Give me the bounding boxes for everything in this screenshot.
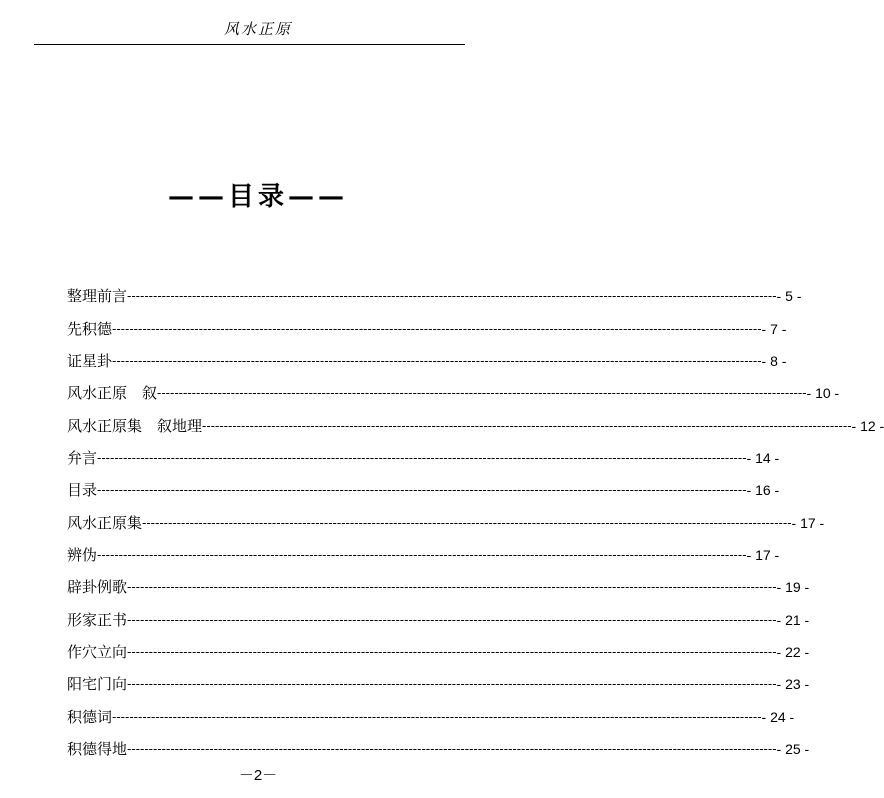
toc-dot-leader: ------------------------------------------------------------------------------------------------------------------------------------------------------ <box>127 580 777 595</box>
toc-entry[interactable] <box>67 700 795 732</box>
toc-entry-title: 证星卦 <box>67 351 113 370</box>
page-number: －2－ <box>238 767 278 784</box>
header-rule <box>34 44 465 45</box>
toc-entry[interactable] <box>67 377 840 409</box>
toc-entry-title: 形家正书 <box>67 610 128 629</box>
toc-entry-title: 辨伪 <box>67 545 98 564</box>
toc-entry-title: 目录 <box>67 481 98 500</box>
toc-dot-leader: ------------------------------------------------------------------------------------------------------------------------------------------------------ <box>127 289 777 304</box>
toc-entry[interactable] <box>67 603 810 635</box>
toc-dot-leader: ------------------------------------------------------------------------------------------------------------------------------------------------------ <box>127 644 777 659</box>
running-header-title: 风水正原 <box>223 20 292 38</box>
toc-entry-page: - 25 - <box>776 740 810 757</box>
toc-entry-title: 阳宅门向 <box>67 675 128 694</box>
toc-entry[interactable] <box>67 280 802 312</box>
toc-entry-title: 风水正原 叙 <box>67 384 158 403</box>
toc-entry-page: - 21 - <box>776 611 810 628</box>
toc-entry-page: - 17 - <box>791 514 825 531</box>
toc-entry-page: - 16 - <box>746 482 780 499</box>
toc-dot-leader: ------------------------------------------------------------------------------------------------------------------------------------------------------ <box>127 677 777 692</box>
toc-entry-title: 积德词 <box>67 707 113 726</box>
toc-entry[interactable] <box>67 409 884 441</box>
toc-entry-title: 风水正原集 叙地理 <box>67 416 203 435</box>
toc-entry-title: 先积德 <box>67 319 113 338</box>
toc-entry-page: - 10 - <box>806 385 840 402</box>
toc-dot-leader: ------------------------------------------------------------------------------------------------------------------------------------------------------ <box>97 450 747 465</box>
toc-dot-leader: ------------------------------------------------------------------------------------------------------------------------------------------------------ <box>142 515 792 530</box>
toc-entry-page: - 14 - <box>746 449 780 466</box>
toc-entry-title: 作穴立向 <box>67 642 128 661</box>
toc-entry[interactable] <box>67 733 810 765</box>
toc-entry-page: - 7 - <box>761 320 787 337</box>
toc-entry[interactable] <box>67 539 780 571</box>
toc-entry[interactable] <box>67 442 780 474</box>
toc-dot-leader: ------------------------------------------------------------------------------------------------------------------------------------------------------ <box>202 418 852 433</box>
toc-entry[interactable] <box>67 312 787 344</box>
toc-entry[interactable] <box>67 636 810 668</box>
toc-entry-title: 弁言 <box>67 448 98 467</box>
toc-entry[interactable] <box>67 571 810 603</box>
toc-entry-page: - 24 - <box>761 708 795 725</box>
toc-dot-leader: ------------------------------------------------------------------------------------------------------------------------------------------------------ <box>127 612 777 627</box>
toc-entry[interactable] <box>67 474 780 506</box>
toc-dot-leader: ------------------------------------------------------------------------------------------------------------------------------------------------------ <box>112 321 762 336</box>
toc-entry-page: - 12 - <box>851 417 884 434</box>
toc-entry-page: - 17 - <box>746 546 780 563</box>
toc-heading: ——目录—— <box>167 182 348 212</box>
toc-dot-leader: ------------------------------------------------------------------------------------------------------------------------------------------------------ <box>97 483 747 498</box>
toc-entry-page: - 5 - <box>776 288 802 305</box>
toc-list <box>67 280 884 765</box>
toc-entry-page: - 23 - <box>776 676 810 693</box>
toc-entry-page: - 19 - <box>776 579 810 596</box>
toc-dot-leader: ------------------------------------------------------------------------------------------------------------------------------------------------------ <box>157 386 807 401</box>
toc-dot-leader: ------------------------------------------------------------------------------------------------------------------------------------------------------ <box>112 353 762 368</box>
toc-dot-leader: ------------------------------------------------------------------------------------------------------------------------------------------------------ <box>112 709 762 724</box>
toc-entry-title: 整理前言 <box>67 287 128 306</box>
toc-entry[interactable] <box>67 345 787 377</box>
toc-dot-leader: ------------------------------------------------------------------------------------------------------------------------------------------------------ <box>127 741 777 756</box>
toc-entry-page: - 8 - <box>761 352 787 369</box>
toc-entry-title: 积德得地 <box>67 739 128 758</box>
toc-entry[interactable] <box>67 668 810 700</box>
toc-dot-leader: ------------------------------------------------------------------------------------------------------------------------------------------------------ <box>97 547 747 562</box>
toc-entry[interactable] <box>67 506 825 538</box>
toc-entry-title: 辟卦例歌 <box>67 578 128 597</box>
toc-entry-title: 风水正原集 <box>67 513 143 532</box>
toc-entry-page: - 22 - <box>776 643 810 660</box>
